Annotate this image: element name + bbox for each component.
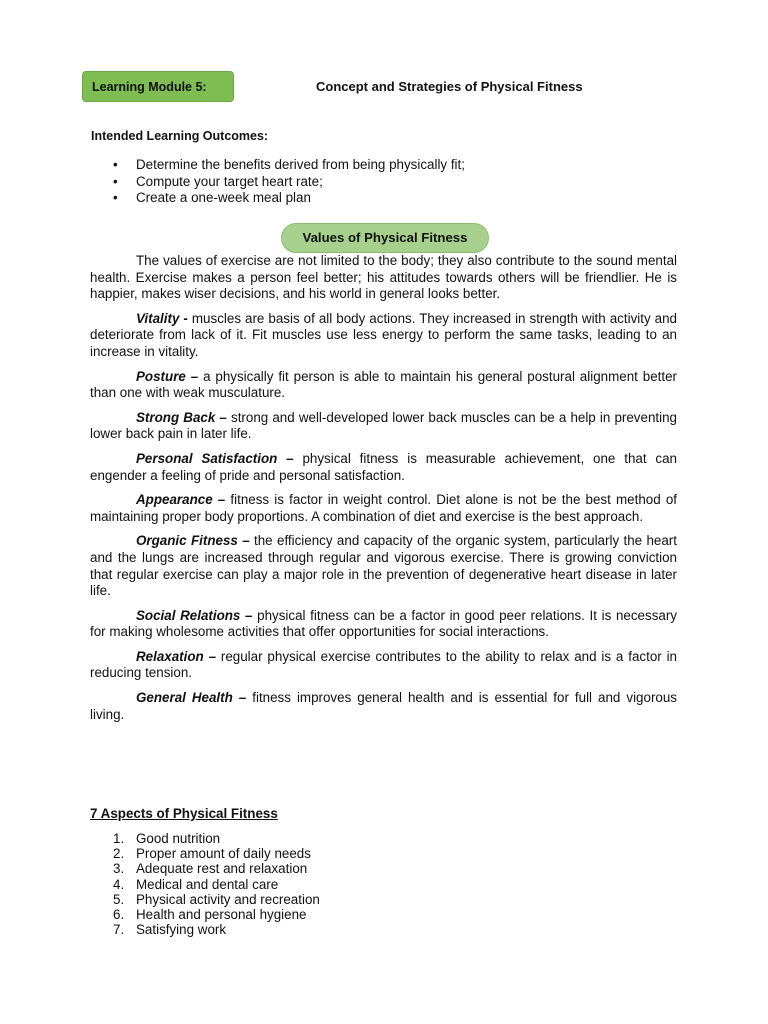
outcome-item: • Create a one-week meal plan — [91, 190, 465, 207]
value-text: a physically fit person is able to maintain his general postural alignment better than one with weak musculature. — [90, 368, 677, 401]
outcomes-heading: Intended Learning Outcomes: — [91, 129, 269, 143]
value-text: muscles are basis of all body actions. They increased in strength with activity and deteriorate from lack of it. Fit muscles use less energy to perform the same tasks, leading to an increase in vitality. — [90, 310, 678, 359]
values-heading: Values of Physical Fitness — [281, 223, 489, 253]
aspect-number: 7. — [113, 922, 125, 938]
value-text: fitness is factor in weight control. Diet alone is not be the best method of maintaining proper body proportions. A combination of diet and exercise is the best approach. — [90, 492, 677, 524]
aspect-text: Health and personal hygiene — [136, 907, 307, 923]
value-text: regular physical exercise contributes to the ability to relax and is a factor in reducing tension. — [90, 648, 678, 681]
value-text: physical fitness is measurable achievement, one that can engender a feeling of pride and personal satisfaction. — [90, 450, 677, 483]
aspect-item — [91, 922, 320, 937]
aspect-item — [91, 846, 320, 861]
value-item-organic-fitness — [90, 533, 677, 599]
aspect-item — [91, 892, 320, 907]
aspect-text: Proper amount of daily needs — [136, 846, 311, 862]
outcome-item: • Determine the benefits derived from being physically fit; — [91, 157, 465, 174]
value-item-relaxation — [90, 649, 677, 682]
aspect-text: Satisfying work — [136, 922, 227, 938]
aspect-text: Medical and dental care — [136, 876, 279, 892]
value-term: Personal Satisfaction – — [136, 450, 294, 466]
outcome-item: • Compute your target heart rate; — [91, 174, 465, 191]
values-content — [90, 253, 677, 731]
aspect-number: 4. — [113, 876, 125, 892]
aspect-item — [91, 907, 320, 922]
value-term: Organic Fitness – — [136, 533, 250, 549]
aspect-number: 5. — [113, 891, 125, 907]
aspects-heading: 7 Aspects of Physical Fitness — [90, 806, 278, 821]
aspect-text: Good nutrition — [136, 831, 221, 846]
values-intro: The values of exercise are not limited to the body; they also contribute to the sound mental health. Exercise makes a person feel better; his attitudes towards others will be friendlier. He is happier, makes wiser decisions, and his world in general looks better. — [90, 253, 677, 302]
aspect-item — [91, 861, 320, 876]
aspects-list — [91, 831, 320, 937]
value-term: Social Relations – — [136, 607, 253, 623]
aspect-number: 2. — [113, 846, 125, 862]
value-text: fitness improves general health and is essential for full and vigorous living. — [90, 690, 677, 722]
module-title: Concept and Strategies of Physical Fitness — [316, 79, 583, 94]
value-term: Posture – — [136, 368, 199, 384]
value-item-social-relations — [90, 608, 677, 641]
value-text: physical fitness can be a factor in good peer relations. It is necessary for making wholesome activities that offer opportunities for social interactions. — [90, 607, 677, 640]
aspect-number: 3. — [113, 861, 125, 877]
value-item-posture — [90, 369, 677, 402]
value-term: General Health – — [136, 690, 247, 706]
outcomes-list — [91, 157, 465, 207]
value-item-general-health — [90, 690, 677, 723]
value-term: Strong Back – — [136, 409, 227, 425]
value-text: strong and well-developed lower back muscles can be a help in preventing lower back pain in later life. — [90, 409, 677, 442]
module-label-badge: Learning Module 5: — [82, 71, 234, 102]
value-item-appearance — [90, 492, 677, 525]
aspect-text: Physical activity and recreation — [136, 891, 320, 907]
aspect-text: Adequate rest and relaxation — [136, 861, 308, 877]
aspect-number: 1. — [113, 831, 125, 846]
value-term: Relaxation – — [136, 648, 217, 664]
value-text: the efficiency and capacity of the organic system, particularly the heart and the lungs are increased through regular and vigorous exercise. There is growing conviction that regular exercise can play a major role in the prevention of degenerative heart disease in later life. — [90, 533, 677, 599]
value-item-vitality — [90, 311, 677, 361]
aspect-item — [91, 877, 320, 892]
value-term: Appearance – — [136, 492, 226, 508]
value-item-strong-back — [90, 410, 677, 443]
value-item-personal-satisfaction — [90, 451, 677, 484]
value-term: Vitality - — [136, 310, 188, 326]
aspect-number: 6. — [113, 907, 125, 923]
aspect-item — [91, 831, 320, 846]
